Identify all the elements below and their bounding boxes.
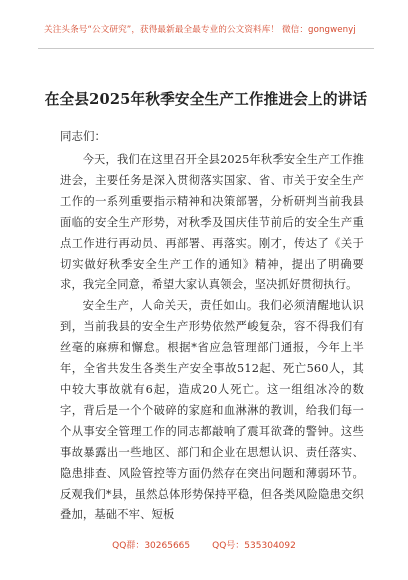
salutation: 同志们： (60, 129, 106, 143)
paragraph: 今天，我们在这里召开全县2025年秋季安全生产工作推进会，主要任务是深入贯彻落实国家、省、市关于安全生产工作的一系列重要指示精神和决策部署，分析研判当前我县面临的安全生产形势，对秋季及国庆佳节前后的安全生产重点工作进行再动员、再部署、再落实。刚才，传达了《关于切实做好秋季安全生产工作的通知》精神，提出了明确要求，我完全同意，希望大家认真领会，坚决抓好贯彻执行。 (60, 153, 364, 292)
document-title: 在全县2025年秋季安全生产工作推进会上的讲话 (44, 91, 368, 108)
header-note: 关注头条号“公文研究”，获得最新最全最专业的公文资料库！ 微信：gongwenyj (44, 25, 356, 35)
footer-contact (0, 538, 408, 551)
footer-qq-number: QQ号：535304092 (212, 541, 296, 551)
header-divider (38, 48, 374, 49)
footer-qq-group: QQ群：30265665 (112, 541, 191, 551)
document-body (60, 150, 364, 526)
paragraph: 安全生产，人命关天，责任如山。我们必须清醒地认识到，当前我县的安全生产形势依然严峻复杂，容不得我们有丝毫的麻痹和懈怠。根据*省应急管理部门通报，今年上半年，全省共发生各类生产安全事故512起、死亡560人，其中较大事故就有6起，造成20人死亡。这一组组冰冷的数字，背后是一个个破碎的家庭和血淋淋的教训，给我们每一个从事安全管理工作的同志都敲响了震耳欲聋的警钟。这些事故暴露出一些地区、部门和企业在思想认识、责任落实、隐患排查、风险管控等方面仍然存在突出问题和薄弱环节。反观我们*县，虽然总体形势保持平稳，但各类风险隐患交织叠加，基础不牢、短板 (60, 299, 364, 522)
